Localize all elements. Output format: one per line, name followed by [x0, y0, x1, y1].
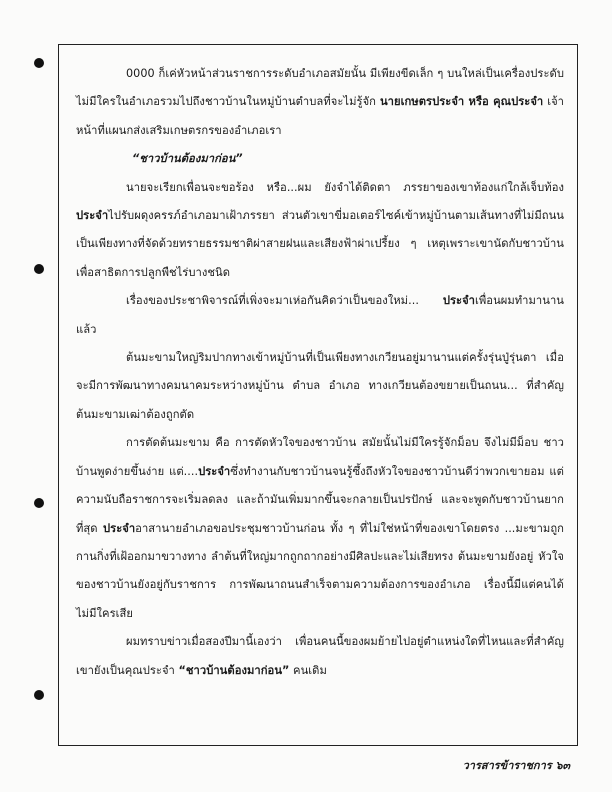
- body-text: เจ้าหน้าที่แผนกส่งเสริมเกษตรกรของอำเภอเรา: [76, 95, 565, 137]
- paragraph: [76, 628, 564, 685]
- binder-hole-icon: [34, 264, 44, 274]
- emphasized-text: นายเกษตรประจำ หรือ คุณประจำ: [379, 95, 544, 109]
- binder-hole-icon: [34, 498, 44, 508]
- article-body: [76, 60, 564, 685]
- body-text: นายจะเรียกเพื่อนจะขอร้อง หรือ...ผม ยังจำได้ติดตา ภรรยาของเขาท้องแก่ใกล้เจ็บท้อง: [126, 180, 564, 194]
- binder-hole-icon: [34, 690, 44, 700]
- section-heading: [76, 145, 564, 173]
- emphasized-text: ประจำ: [198, 464, 231, 478]
- paragraph: [76, 429, 564, 628]
- body-text: การตัดต้นมะขาม คือ การตัดหัวใจของชาวบ้าน สมัยนั้นไม่มีใครรู้จักม็อบ จึงไม่มีม็อบ ชาวบ้านพูดง่ายขึ้นง่าย แต่....: [76, 436, 564, 478]
- body-text: เพื่อนผมทำมานานแล้ว: [76, 294, 564, 336]
- emphasized-text: ประจำ: [76, 209, 109, 223]
- binder-hole-icon: [34, 58, 44, 68]
- emphasized-text: ประจำ: [103, 521, 136, 535]
- body-text: คนเดิม: [289, 663, 327, 677]
- body-text: ผมทราบข่าวเมื่อสองปีมานี้เองว่า เพื่อนคนนี้ของผมย้ายไปอยู่ตำแหน่งใดที่ไหนและที่สำคัญเขายังเป็นคุณประจำ: [76, 635, 564, 677]
- paragraph: [76, 344, 564, 429]
- paragraph: [76, 60, 564, 145]
- body-text: อาสานายอำเภอขอประชุมชาวบ้านก่อน ทั้ง ๆ ที่ไม่ใช่หน้าที่ของเขาโดยตรง ...มะขามถูกกานกิ่งที่เฝ้ออกมาขวางทาง ลำต้นที่ใหญ่มากถูกถากอย่างมีศิลปะและไม่เสียทรง ต้นมะขามยังอยู่ หัวใจของชาวบ้านยังอยู่กับราชการ การพัฒนาถนนสำเร็จตามความต้องการของอำเภอ เรื่องนี้มีแต่คนได้ไม่มีใครเสีย: [76, 521, 565, 620]
- emphasized-text: “ชาวบ้านต้องมาก่อน”: [178, 663, 290, 677]
- body-text: เรื่องของประชาพิจารณ์ที่เพิ่งจะมาเห่อกันคิดว่าเป็นของใหม่...: [126, 294, 443, 308]
- body-text: ไปรับผดุงครรภ์อำเภอมาเฝ้าภรรยา ส่วนตัวเขาขี่มอเตอร์ไซค์เข้าหมู่บ้านตามเส้นทางที่ไม่มีถนน เป็นเพียงทางที่จัดด้วยทรายธรรมชาติผ่าสายฝนและเสียงฟ้าผ่าเปรี้ยง ๆ เหตุเพราะเขานัดกับชาวบ้านเพื่อสาธิตการปลูกพืชไร่บางชนิด: [76, 209, 564, 279]
- page-footer: วารสารข้าราชการ ๖๓: [462, 759, 570, 772]
- body-text: 0000 ก็เค่หัวหน้าส่วนราชการระดับอำเภอสมัยนั้น มีเพียงขีดเล็ก ๆ บนใหล่เป็นเครื่องประดับ ไม่มีใครในอำเภอรวมไปถึงชาวบ้านในหมู่บ้านตำบลที่จะไม่รู้จัก: [76, 67, 564, 109]
- paragraph: [76, 174, 564, 288]
- body-text: “ชาวบ้านต้องมาก่อน”: [132, 152, 243, 166]
- body-text: ซึ่งทำงานกับชาวบ้านจนรู้ซึ้งถึงหัวใจของชาวบ้านดีว่าพวกเขายอม แต่ความนับถือราชการจะเริ่มลดลง และถ้ามันเพิ่มมากขึ้นจะกลายเป็นปรปักษ์ และจะพูดกับชาวบ้านยากที่สุด: [76, 464, 565, 535]
- body-text: ต้นมะขามใหญ่ริมปากทางเข้าหมู่บ้านที่เป็นเพียงทางเกวียนอยู่มานานแต่ครั้งรุ่นปู่รุ่นตา เมื่อจะมีการพัฒนาทางคมนาคมระหว่างหมู่บ้าน ตำบล อำเภอ ทางเกวียนต้องขยายเป็นถนน... ที่สำคัญต้นมะขามเฒ่าต้องถูกตัด: [76, 351, 564, 421]
- paragraph: [76, 287, 564, 344]
- emphasized-text: ประจำ: [442, 294, 475, 308]
